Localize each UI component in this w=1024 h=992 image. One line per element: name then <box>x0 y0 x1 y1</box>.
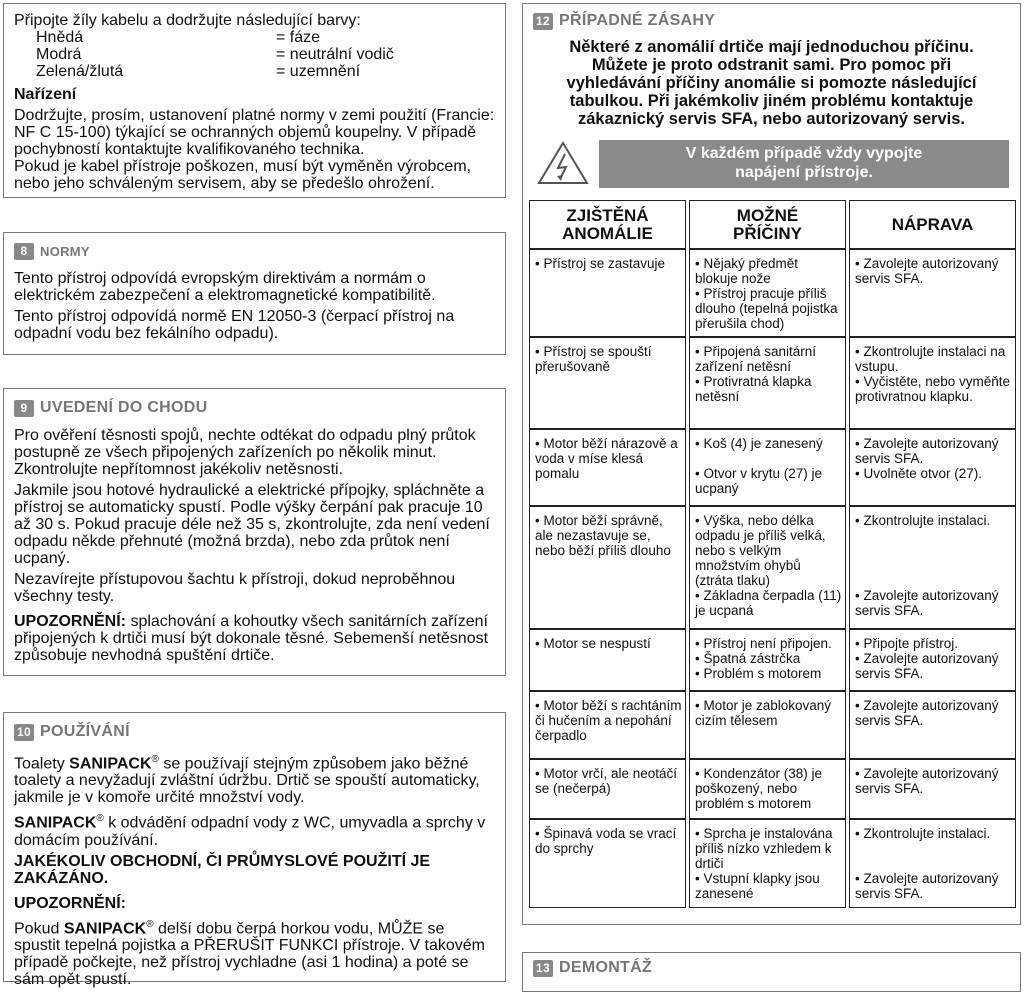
section-number-badge: 10 <box>14 724 34 741</box>
troubleshooting-intro: Některé z anomálií drtiče mají jednoduchou příčinu. Můžete je proto odstranit sami. Pro pomoc při vyhledávání příčiny anomálie si pomozte následující tabulkou. Při jakémkoliv jiném problému kontaktuje zákaznický servis SFA, nebo autorizovaný servis. <box>566 38 977 128</box>
startup-warning <box>14 613 495 664</box>
startup-paragraph: Nezavírejte přístupovou šachtu k přístroji, dokud neproběhnou všechny testy. <box>14 571 456 605</box>
usage-prohibition: JAKÉKOLIV OBCHODNÍ, ČI PRŮMYSLOVÉ POUŽITÍ JE ZAKÁZÁNO. <box>14 852 431 887</box>
row-divider <box>689 628 846 630</box>
warning-label: UPOZORNĚNÍ: <box>14 613 126 630</box>
wire-function: = uzemnění <box>276 63 361 80</box>
wiring-box <box>3 3 506 198</box>
row-divider <box>529 336 686 338</box>
row-divider <box>529 758 686 760</box>
text-part: Toalety <box>14 755 70 773</box>
table-cell-anomaly: • Motor běží správně, ale nezastavuje se, nebo běží příliš dlouho <box>535 513 671 558</box>
troubleshooting-table <box>529 200 1016 908</box>
wiring-row <box>14 29 495 46</box>
table-cell-cause: • Koš (4) je zanesený • Otvor v krytu (27) je ucpaný <box>695 436 823 496</box>
wire-color: Modrá <box>36 46 82 63</box>
section-title: PŘÍPADNÉ ZÁSAHY <box>559 12 716 29</box>
brand-name: SANIPACK <box>63 919 147 937</box>
table-cell-remedy: • Zkontrolujte instalaci na vstupu. • Vyčistěte, nebo vyměňte protivratnou klapku. <box>855 344 1011 404</box>
table-cell-anomaly: • Špinavá voda se vrací do sprchy <box>535 826 677 856</box>
table-cell-remedy: • Zavolejte autorizovaný servis SFA. • Uvolněte otvor (27). <box>855 436 999 481</box>
brand-name: SANIPACK <box>14 814 97 832</box>
usage-paragraph <box>14 751 495 806</box>
table-cell-anomaly: • Přístroj se spouští přerušovaně <box>535 344 652 374</box>
row-divider <box>849 628 1016 630</box>
startup-paragraph: Jakmile jsou hotové hydraulické a elektrické přípojky, spláchněte a přístroj se automaticky spustí. Podle výšky čerpání pak pracuje 10 až 30 s. Pokud pracuje déle než 35 s, zkontrolujte, zda není vedení odpadu někde přehnuté (možná brzda), nebo zda průtok není ucpaný. <box>14 482 490 567</box>
norms-paragraph: Tento přístroj odpovídá evropským direktivám a normám o elektrickém zabezpečení a elektromagnetické kompatibilitě. <box>14 270 436 304</box>
table-cell-remedy: • Zavolejte autorizovaný servis SFA. <box>855 698 999 728</box>
row-divider <box>849 818 1016 820</box>
wire-color: Zelená/žlutá <box>36 63 124 80</box>
row-divider <box>689 758 846 760</box>
table-cell-cause: • Nějaký předmět blokuje nože • Přístroj pracuje příliš dlouho (tepelná pojistka přerušila chod) <box>695 256 838 331</box>
norms-heading <box>14 243 495 260</box>
text-part: se používají stejným způsobem jako běžné toalety a nevyžadují zvláštní údržbu. Drtič se spouští automaticky, jakmile je v komoře určité množství vody. <box>14 755 480 807</box>
wire-function: = fáze <box>276 29 321 46</box>
row-divider <box>849 428 1016 430</box>
dismantling-heading <box>533 959 1010 977</box>
usage-box <box>3 712 506 988</box>
section-number-badge: 9 <box>14 400 34 417</box>
table-header-remedy: NÁPRAVA <box>891 215 974 234</box>
row-divider <box>849 758 1016 760</box>
section-title: UVEDENÍ DO CHODU <box>40 399 208 416</box>
row-divider <box>689 818 846 820</box>
section-title: NORMY <box>40 244 90 259</box>
table-cell-anomaly: • Motor vrčí, ale neotáčí se (nečerpá) <box>535 766 678 796</box>
table-cell-anomaly: • Motor se nespustí <box>535 636 651 651</box>
row-divider <box>689 505 846 507</box>
row-divider <box>529 505 686 507</box>
brand-name: SANIPACK <box>69 755 152 773</box>
warning-row <box>537 140 1009 190</box>
startup-paragraph: Pro ověření těsnosti spojů, nechte odtékat do odpadu plný průtok postupně ze všech připojených zařízeních po několik minut. Zkontrolujte nepřítomnost jakékoliv netěsnosti. <box>14 427 476 478</box>
wiring-row <box>14 63 495 80</box>
wire-color: Hnědá <box>36 29 84 46</box>
registered-mark: ® <box>146 918 154 930</box>
row-divider <box>689 690 846 692</box>
regulation-text: Dodržujte, prosím, ustanovení platné normy v zemi použití (Francie: NF C 15-100) týkající se ochranných objemů koupelny. V případě pochybností kontaktujte kvalifikovaného technika. <box>14 107 495 158</box>
table-cell-anomaly: • Motor běží nárazově a voda v míse klesá pomalu <box>535 436 678 481</box>
row-divider <box>529 818 686 820</box>
table-header-causes: MOŽNÉ PŘÍČINY <box>733 206 802 243</box>
row-divider <box>689 248 846 250</box>
troubleshooting-heading <box>533 12 1010 30</box>
table-cell-anomaly: • Motor běží s rachtáním či hučením a nepohání čerpadlo <box>535 698 682 743</box>
usage-paragraph <box>14 916 495 988</box>
row-divider <box>529 690 686 692</box>
norms-paragraph: Tento přístroj odpovídá normě EN 12050-3 (čerpací přístroj na odpadní vodu bez fekálního odpadu). <box>14 308 455 342</box>
cable-damage-text: Pokud je kabel přístroje poškozen, musí být vyměněn výrobcem, nebo jeho schváleným servisem, aby se předešlo ohrožení. <box>14 158 472 192</box>
table-cell-remedy: • Zkontrolujte instalaci. • Zavolejte autorizovaný servis SFA. <box>855 826 999 901</box>
wiring-intro: Připojte žíly kabelu a dodržujte následující barvy: <box>14 12 361 29</box>
text-part: delší dobu čerpá horkou vodu, MŮŽE se spustit tepelná pojistka a PŘERUŠIT FUNKCI přístroje. V takovém případě počkejte, než přístroj vychladne (asi 1 hodina) a poté se sám opět spustí. <box>14 919 485 988</box>
table-cell-cause: • Sprcha je instalována příliš nízko vzhledem k drtiči • Vstupní klapky jsou zanesené <box>695 826 833 901</box>
row-divider <box>849 690 1016 692</box>
startup-box <box>3 388 506 676</box>
row-divider <box>689 336 846 338</box>
row-divider <box>529 248 686 250</box>
wire-function: = neutrální vodič <box>276 46 394 63</box>
registered-mark: ® <box>96 813 104 825</box>
section-number-badge: 8 <box>14 243 34 260</box>
table-cell-cause: • Motor je zablokovaný cizím tělesem <box>695 698 832 728</box>
usage-heading <box>14 723 495 741</box>
row-divider <box>529 628 686 630</box>
table-cell-remedy: • Zavolejte autorizovaný servis SFA. <box>855 256 999 286</box>
table-cell-cause: • Připojená sanitární zařízení netěsní • Protivratná klapka netěsní <box>695 344 817 404</box>
electric-hazard-icon <box>537 140 589 186</box>
table-cell-cause: • Výška, nebo délka odpadu je příliš velká, nebo s velkým množstvím ohybů (ztráta tlaku) • Základna čerpadla (11) je ucpaná <box>695 513 842 618</box>
dismantling-box <box>522 952 1021 992</box>
table-cell-remedy: • Zavolejte autorizovaný servis SFA. <box>855 766 999 796</box>
disconnect-power-banner: V každém případě vždy vypojte napájení přístroje. <box>599 140 1009 188</box>
section-title: POUŽÍVÁNÍ <box>40 723 130 740</box>
registered-mark: ® <box>151 754 159 765</box>
row-divider <box>529 428 686 430</box>
usage-warning-heading: UPOZORNĚNÍ: <box>14 894 126 912</box>
table-cell-anomaly: • Přístroj se zastavuje <box>535 256 666 271</box>
table-cell-cause: • Kondenzátor (38) je poškozený, nebo problém s motorem <box>695 766 823 811</box>
regulation-heading: Nařízení <box>14 86 77 103</box>
warning-text: splachování a kohoutky všech sanitárních zařízení připojených k drtiči musí být dokonale těsné. Sebemenší netěsnost způsobuje nevhodná spuštění drtiče. <box>14 613 489 664</box>
row-divider <box>849 336 1016 338</box>
norms-box <box>3 232 506 355</box>
table-header-anomaly: ZJIŠTĚNÁ ANOMÁLIE <box>562 206 653 243</box>
row-divider <box>689 428 846 430</box>
section-title: DEMONTÁŽ <box>559 959 653 976</box>
usage-paragraph <box>14 810 495 848</box>
startup-heading <box>14 399 495 417</box>
row-divider <box>849 505 1016 507</box>
section-number-badge: 13 <box>533 960 553 977</box>
wiring-row <box>14 46 495 63</box>
table-cell-remedy: • Zkontrolujte instalaci. • Zavolejte autorizovaný servis SFA. <box>855 513 999 618</box>
text-part: k odvádění odpadní vody z WC, umyvadla a sprchy v domácím používání. <box>14 814 486 849</box>
section-number-badge: 12 <box>533 13 553 30</box>
row-divider <box>849 248 1016 250</box>
table-cell-cause: • Přístroj není připojen. • Špatná zástrčka • Problém s motorem <box>695 636 832 681</box>
text-part: Pokud <box>14 919 64 937</box>
table-cell-remedy: • Připojte přístroj. • Zavolejte autorizovaný servis SFA. <box>855 636 999 681</box>
